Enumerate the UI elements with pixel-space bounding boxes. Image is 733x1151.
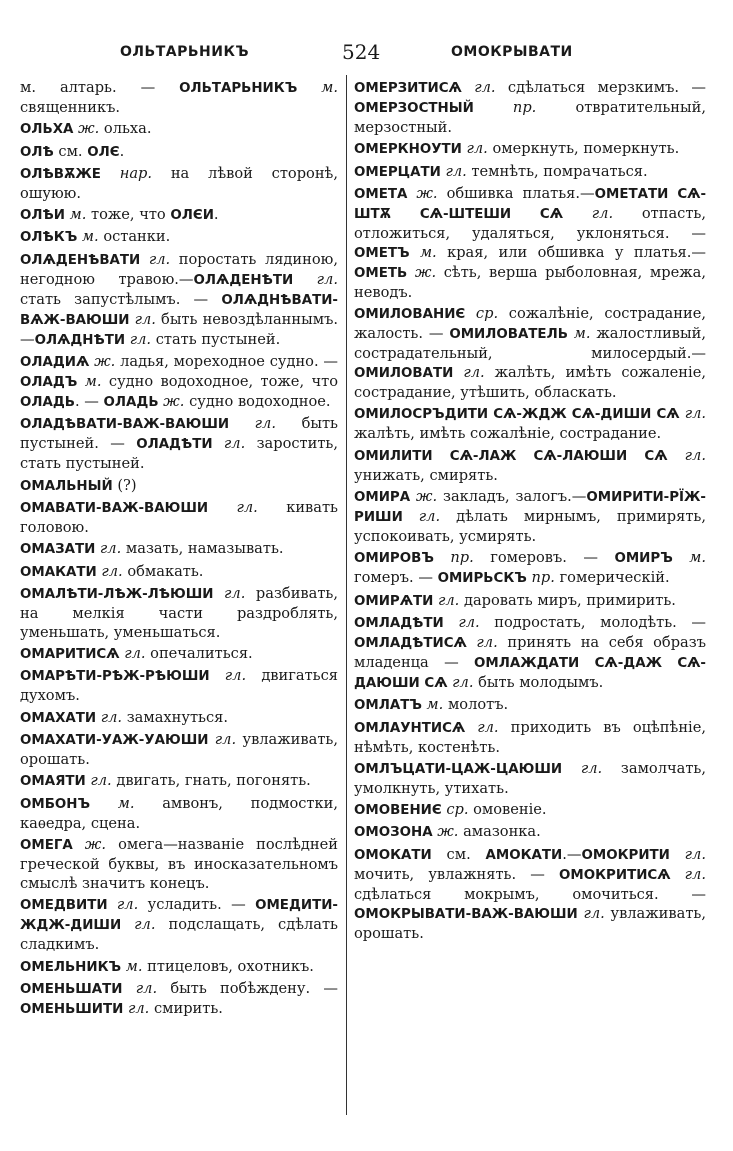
dictionary-entry	[354, 759, 706, 798]
entry-headword: ОМАЯТИ	[20, 774, 86, 790]
entry-definition: быть пустыней. —	[20, 415, 338, 453]
entry-definition: жалѣть, имѣть сожалѣніе, сострадание.	[354, 425, 662, 443]
entry-definition: . —	[75, 393, 104, 411]
running-headword-left: ОЛЬТАРЬНИКЪ	[120, 44, 250, 60]
entry-headword: ОЛѦДНѢТИ	[34, 332, 126, 348]
entry-definition: амвонъ, подмостки, каѳедра, сцена.	[20, 794, 338, 832]
dictionary-entry	[354, 304, 706, 402]
entry-definition: быть побѣждену. —	[170, 979, 338, 997]
entry-grammar-label: м.	[421, 696, 448, 714]
entry-grammar-label: гл.	[213, 584, 256, 602]
entry-headword: ОМЛАЖДАТИ СѦ-ДАЖ СѦ-ДАЮШИ СѦ	[354, 655, 706, 691]
entry-headword: ОМАХАТИ-УАЖ-УАЮШИ	[20, 733, 209, 749]
entry-headword: ОМИРИТИ-РЇЖ-РИШИ	[354, 490, 706, 526]
dictionary-entry	[20, 708, 338, 728]
entry-headword: ОМЕЛЬНИКЪ	[20, 959, 122, 975]
entry-headword: ОЛАДѢВАТИ-ВАЖ-ВАЮШИ	[20, 417, 230, 433]
entry-grammar-label: гл.	[212, 435, 257, 453]
entry-definition: священникъ.	[20, 99, 121, 116]
entry-grammar-label: гл.	[433, 591, 464, 609]
entry-definition: быть молодымъ.	[478, 673, 604, 691]
entry-definition: края, или обшивка у платья.—	[447, 243, 706, 261]
entry-definition: сожалѣніе, сострадание, жалость. —	[354, 305, 706, 343]
dictionary-entry	[20, 666, 338, 705]
entry-headword: ОМАЗАТИ	[20, 542, 96, 558]
entry-headword: ОМЕТЬ	[354, 265, 408, 281]
entry-definition: птицеловъ, охотникъ.	[147, 957, 314, 975]
entry-headword: ОМАХАТИ	[20, 710, 97, 726]
dictionary-entry	[20, 539, 338, 559]
entry-headword: ОЛѦДЕНѢТИ	[193, 272, 294, 288]
entry-grammar-label: гл.	[447, 673, 479, 691]
entry-definition: кивать головою.	[20, 498, 338, 536]
entry-definition: заростить, стать пустыней.	[20, 435, 338, 473]
entry-definition: подростать, молодѣть. —	[494, 613, 706, 631]
entry-definition: отпасть, отложиться, удаляться, уклоняться. —	[354, 204, 706, 242]
entry-headword: ОМИЛОВАТИ	[354, 366, 454, 382]
entry-headword: ОМАЛѢТИ-ЛѢЖ-ЛѢЮШИ	[20, 586, 214, 602]
dictionary-entry	[354, 591, 706, 611]
entry-grammar-label: ж.	[158, 393, 190, 411]
dictionary-entry	[354, 695, 706, 715]
entry-grammar-label: м.	[409, 243, 448, 261]
entry-definition: омеркнуть, померкнуть.	[492, 140, 680, 158]
entry-headword: ОМЛАУНТИСѦ	[354, 720, 466, 736]
entry-definition: гомерическій.	[559, 569, 670, 587]
page-number: 524	[342, 40, 381, 64]
entry-definition: двигать, гнать, погонять.	[116, 772, 311, 790]
entry-headword: ОМОВЕНИЄ	[354, 803, 442, 819]
entry-headword: ОМАРИТИСѦ	[20, 647, 120, 663]
entry-definition: быть невоздѣланнымъ.—	[20, 310, 338, 348]
entry-headword: ОМЕНЬШИТИ	[20, 1001, 124, 1017]
entry-grammar-label: м.	[77, 228, 104, 246]
dictionary-entry	[20, 584, 338, 642]
entry-headword: АМОКАТИ	[485, 847, 563, 863]
dictionary-entry	[20, 352, 338, 412]
entry-definition: на лѣвой сторонѣ, ошуюю.	[20, 164, 338, 202]
entry-definition: омовеніе.	[473, 801, 547, 819]
entry-grammar-label: нар.	[100, 164, 171, 182]
dictionary-entry	[20, 476, 338, 496]
entry-grammar-label: гл.	[119, 645, 151, 663]
dictionary-entry	[20, 78, 338, 117]
entry-headword: ОЛѢ	[20, 144, 54, 160]
entry-definition: жалѣть, имѣть сожаленіе, сострадание, утѣшить, обласкать.	[354, 364, 706, 402]
entry-grammar-label: пр.	[526, 569, 560, 587]
entry-grammar-label: м.	[90, 794, 163, 812]
dictionary-entry	[20, 730, 338, 769]
entry-definition: см.	[431, 845, 486, 863]
entry-grammar-label: гл.	[95, 540, 126, 558]
entry-definition: поростать лядиною, негодною травою.—	[20, 250, 338, 288]
dictionary-entry	[20, 979, 338, 1019]
entry-headword: ОМАРѢТИ-РѢЖ-РѢЮШИ	[20, 669, 210, 685]
entry-headword: ОМОКРИТИСѦ	[559, 867, 671, 883]
entry-headword: ОМБОНЪ	[20, 796, 91, 812]
entry-grammar-label: ж.	[73, 120, 104, 138]
entry-grammar-label: гл.	[293, 270, 338, 288]
entry-grammar-label: пр.	[433, 549, 491, 567]
entry-headword: ОЛАДЬ	[20, 395, 76, 411]
entry-grammar-label: гл.	[122, 979, 171, 997]
entry-grammar-label: гл.	[125, 330, 156, 348]
entry-definition: мочить, увлажнять. —	[354, 865, 560, 883]
entry-headword: ОЛѦДЕНѢВАТИ	[20, 252, 141, 268]
entry-grammar-label: ж.	[72, 835, 119, 853]
entry-definition: ладья, мореходное судно. —	[120, 353, 338, 371]
dictionary-entry	[354, 548, 706, 588]
entry-definition: подслащать, сдѣлать сладкимъ.	[20, 916, 338, 954]
entry-definition: замолчать, умолкнуть, утихать.	[354, 759, 706, 797]
dictionary-entry	[20, 771, 338, 791]
entry-definition: закладъ, залогъ.—	[443, 488, 587, 506]
entry-grammar-label: гл.	[96, 562, 128, 580]
entry-definition: разбивать, на мелкія части раздроблять, уменьшать, уменьшаться.	[20, 584, 338, 641]
entry-headword: ОМИРОВЪ	[354, 551, 434, 567]
entry-headword: ОЛѢКЪ	[20, 230, 78, 246]
entry-headword: ОМЕТЪ	[354, 245, 410, 261]
entry-headword: ОМЕРЗОСТНЫЙ	[354, 101, 474, 116]
dictionary-entry	[20, 414, 338, 473]
entry-headword: ОМИРЪ	[614, 551, 673, 567]
entry-definition: судно водоходное, тоже, что	[108, 373, 338, 391]
entry-headword: ОМИЛОВАТЕЛЬ	[449, 327, 568, 343]
dictionary-entry	[20, 498, 338, 537]
entry-headword: ОМИЛОСРЪДИТИ СѦ-ЖДЖ СѦ-ДИШИ СѦ	[354, 407, 680, 423]
dictionary-entry	[20, 957, 338, 977]
entry-headword: ОЛАДЪ	[20, 375, 78, 391]
entry-headword: ОМЕТА	[354, 186, 408, 202]
entry-headword: ОМИРѦТИ	[354, 593, 434, 609]
entry-definition: смирить.	[153, 999, 223, 1017]
entry-definition: молотъ.	[447, 696, 509, 714]
entry-grammar-label: пр.	[473, 99, 576, 116]
entry-headword: ОМОКРИТИ	[581, 847, 670, 863]
entry-grammar-label: гл.	[563, 204, 642, 222]
entry-definition: судно водоходное.	[189, 393, 331, 411]
left-column	[20, 78, 338, 1019]
entry-grammar-label: гл.	[123, 999, 154, 1017]
entry-headword: ОМОКАТИ	[354, 847, 432, 863]
entry-grammar-label: гл.	[129, 310, 162, 328]
entry-grammar-label: гл.	[107, 896, 148, 914]
entry-definition: ольха.	[103, 120, 152, 138]
entry-grammar-label: м.	[567, 325, 597, 343]
entry-headword: ОМЕРКНОУТИ	[354, 142, 462, 158]
entry-grammar-label: гл.	[209, 667, 262, 685]
entry-grammar-label: гл.	[96, 708, 127, 726]
entry-definition: мазать, намазывать.	[125, 540, 284, 558]
entry-headword: ОМИЛОВАНИЄ	[354, 307, 466, 323]
entry-definition: тоже, что	[91, 206, 171, 224]
entry-grammar-label: гл.	[667, 446, 706, 464]
entry-definition: обшивка платья.—	[446, 184, 595, 202]
entry-headword: ОМОЗОНА	[354, 825, 433, 841]
right-column	[354, 78, 706, 943]
entry-grammar-label: ж.	[432, 823, 464, 841]
entry-definition: сѣть, верша рыболовная, мрежа, неводъ.	[354, 263, 706, 301]
entry-grammar-label: м.	[121, 957, 148, 975]
entry-headword: ОМЕРЗИТИСѦ	[354, 81, 462, 96]
entry-definition: останки.	[103, 228, 171, 246]
entry-grammar-label: м.	[64, 206, 91, 224]
entry-definition: .	[213, 206, 219, 224]
entry-headword: ОМЛАДѢТИСѦ	[354, 635, 467, 651]
entry-grammar-label: гл.	[402, 508, 457, 526]
entry-definition: двигаться духомъ.	[20, 667, 338, 705]
entry-grammar-label: ср.	[441, 801, 474, 819]
entry-headword: ОМОКРЫВАТИ-ВАЖ-ВАЮШИ	[354, 906, 578, 922]
entry-definition: омега—названіе послѣдней греческой буквы, въ иносказательномъ смыслѣ значитъ конецъ.	[20, 835, 338, 892]
entry-definition: опечалиться.	[150, 645, 253, 663]
entry-headword: ОЛѢВѪЖЕ	[20, 166, 101, 182]
entry-headword: ОЛЄИ	[170, 208, 214, 224]
dictionary-entry	[20, 562, 338, 582]
entry-definition: амазонка.	[463, 823, 541, 841]
entry-grammar-label: гл.	[461, 79, 508, 96]
dictionary-entry	[20, 835, 338, 893]
running-headword-right: ОМОКРЫВАТИ	[451, 44, 573, 60]
entry-definition: обмакать.	[127, 562, 204, 580]
entry-grammar-label: гл.	[670, 865, 706, 883]
dictionary-entry	[20, 119, 338, 139]
dictionary-entry	[20, 895, 338, 954]
entry-headword: ОМЕНЬШАТИ	[20, 981, 123, 997]
entry-grammar-label: ж.	[407, 263, 444, 281]
entry-headword: ОЛѢИ	[20, 208, 65, 224]
entry-grammar-label: гл.	[208, 731, 243, 749]
entry-grammar-label: гл.	[465, 718, 511, 736]
entry-grammar-label: гл.	[562, 759, 621, 777]
entry-definition: сдѣлаться мокрымъ, омочиться. —	[354, 885, 706, 903]
entry-definition: жалостливый, сострадательный, милосердый.—	[354, 325, 706, 363]
entry-definition: м. алтарь. —	[20, 79, 180, 96]
entry-grammar-label: гл.	[466, 633, 508, 651]
entry-headword: ОМЛЪЦАТИ-ЦАЖ-ЦАЮШИ	[354, 761, 563, 777]
entry-definition: унижать, смирять.	[354, 466, 498, 484]
dictionary-entry	[20, 164, 338, 203]
dictionary-entry	[354, 800, 706, 820]
entry-definition: усладить. —	[147, 896, 256, 914]
entry-definition: отвратительный, мерзостный.	[354, 99, 706, 136]
entry-headword: ОЛАДѢТИ	[136, 437, 213, 453]
entry-definition: замахнуться.	[126, 708, 228, 726]
dictionary-entry	[354, 718, 706, 757]
entry-definition: см.	[53, 142, 88, 160]
entry-headword: ОМЕТАТИ СѦ-ШТѪ СѦ-ШТЕШИ СѦ	[354, 186, 706, 222]
entry-grammar-label: ср.	[465, 305, 509, 323]
dictionary-entry	[354, 78, 706, 137]
entry-definition: приходить въ оцѣпѣніе, нѣмѣть, костенѣть.	[354, 718, 706, 756]
entry-headword: ОЛЄ	[87, 144, 120, 160]
dictionary-entry	[354, 822, 706, 842]
entry-grammar-label: ж.	[89, 353, 121, 371]
entry-grammar-label: м.	[77, 373, 109, 391]
entry-definition: стать пустыней.	[155, 330, 281, 348]
dictionary-entry	[20, 250, 338, 350]
entry-definition: дѣлать мирнымъ, примирять, успокоивать, усмирять.	[354, 508, 706, 546]
dictionary-entry	[354, 139, 706, 159]
entry-grammar-label: гл.	[121, 916, 169, 934]
entry-grammar-label: гл.	[440, 162, 472, 180]
dictionary-entry	[354, 613, 706, 693]
dictionary-entry	[20, 794, 338, 833]
page-header	[0, 40, 733, 70]
entry-headword: ОМИРЬСКЪ	[437, 571, 527, 587]
entry-grammar-label: м.	[297, 79, 338, 96]
entry-headword: ОМАЛЬНЫЙ	[20, 478, 113, 494]
entry-definition: темнѣть, помрачаться.	[471, 162, 648, 180]
entry-definition: стать запустѣлымъ. —	[20, 290, 222, 308]
dictionary-entry	[20, 644, 338, 664]
dictionary-entry	[20, 227, 338, 247]
entry-grammar-label: гл.	[577, 904, 611, 922]
entry-grammar-label: гл.	[669, 845, 706, 863]
dictionary-entry	[354, 845, 706, 943]
dictionary-entry	[354, 446, 706, 485]
entry-definition: принять на себя образъ младенца —	[354, 633, 706, 671]
entry-definition: сдѣлаться мерзкимъ. —	[507, 79, 706, 96]
entry-headword: ОМЕДВИТИ	[20, 898, 108, 914]
entry-grammar-label: гл.	[85, 772, 117, 790]
entry-headword: ОМАВАТИ-ВАЖ-ВАЮШИ	[20, 500, 209, 516]
entry-headword: ОЛАДИѦ	[20, 355, 90, 371]
entry-headword: ОМЕРЦАТИ	[354, 164, 441, 180]
entry-headword: ОМИРА	[354, 490, 411, 506]
entry-definition: .	[119, 142, 125, 160]
entry-headword: ОЛЬХА	[20, 122, 74, 138]
entry-headword: ОМЛАДѢТИ	[354, 615, 444, 631]
column-divider	[346, 75, 347, 1115]
entry-definition: увлаживать, орошать.	[354, 904, 706, 942]
entry-definition: .—	[562, 845, 582, 863]
entry-headword: ОМИЛИТИ СѦ-ЛАЖ СѦ-ЛАЮШИ СѦ	[354, 448, 668, 464]
entry-headword: ОЛѦДНѢВАТИ-ВѦЖ-ВАЮШИ	[20, 292, 338, 328]
dictionary-entry	[354, 404, 706, 443]
entry-headword: ОМЕДИТИ-ЖДЖ-ДИШИ	[20, 898, 338, 934]
entry-grammar-label: гл.	[461, 140, 493, 158]
entry-headword: ОЛАДЬ	[103, 395, 159, 411]
entry-grammar-label: гл.	[208, 498, 287, 516]
entry-grammar-label: гл.	[140, 250, 179, 268]
entry-headword: ОМЕГА	[20, 837, 73, 853]
entry-definition: гомеровъ. —	[490, 549, 615, 567]
dictionary-entry	[20, 142, 338, 162]
entry-headword: ОМЛАТЪ	[354, 698, 422, 714]
entry-headword: ОЛЬТАРЬНИКЪ	[179, 81, 298, 96]
entry-definition: даровать миръ, примирить.	[463, 591, 676, 609]
dictionary-entry	[354, 162, 706, 182]
entry-grammar-label: гл.	[453, 364, 495, 382]
entry-grammar-label: гл.	[679, 405, 706, 423]
entry-grammar-label: ж.	[410, 488, 444, 506]
dictionary-entry	[354, 487, 706, 546]
entry-grammar-label: гл.	[443, 613, 495, 631]
dictionary-entry	[354, 184, 706, 302]
entry-definition: увлаживать, орошать.	[20, 731, 338, 769]
entry-grammar-label: м.	[672, 549, 706, 567]
entry-headword: ОМАКАТИ	[20, 564, 97, 580]
dictionary-entry	[20, 205, 338, 225]
entry-definition: гомеръ. —	[354, 569, 438, 587]
entry-grammar-label: ж.	[407, 184, 447, 202]
entry-definition: (?)	[112, 476, 137, 494]
entry-grammar-label: гл.	[229, 415, 302, 433]
